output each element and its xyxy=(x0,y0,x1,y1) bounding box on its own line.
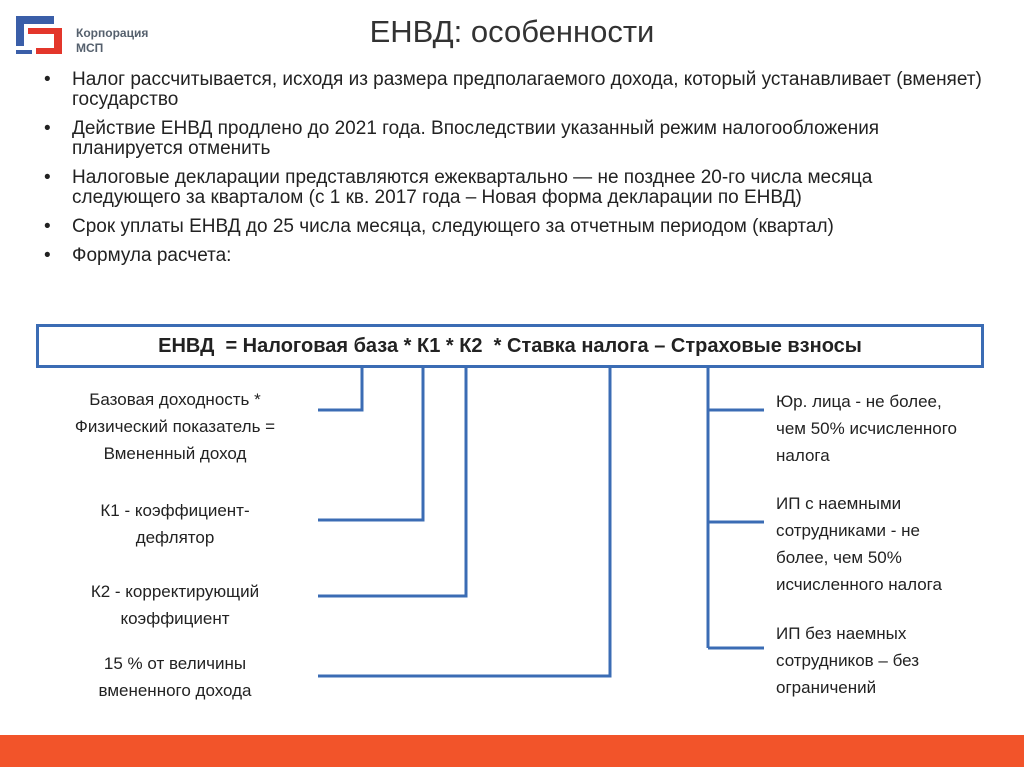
label-legal-entities: Юр. лица - не более, чем 50% исчисленного налога xyxy=(776,392,958,465)
connector-rate xyxy=(318,368,610,676)
logo-line-2: МСП xyxy=(76,41,104,55)
label-k2: К2 - корректирующий коэффициент xyxy=(90,582,260,628)
formula-text: ЕНВД = Налоговая база * К1 * К2 * Ставка налога – Страховые взносы xyxy=(158,334,862,357)
slide-title: ЕНВД: особенности xyxy=(369,14,655,49)
bullet-item: • Срок уплаты ЕНВД до 25 числа месяца, следующего за отчетным периодом (квартал) xyxy=(44,217,984,237)
label-k1: К1 - коэффициент- дефлятор xyxy=(100,501,250,547)
connector-base xyxy=(318,368,362,410)
label-ip-without-employees: ИП без наемных сотрудников – без ограничений xyxy=(776,624,919,697)
bullet-item: • Действие ЕНВД продлено до 2021 года. Впоследствии указанный режим налогообложения планируется отменить xyxy=(44,119,984,159)
label-tax-rate: 15 % от величины вмененного дохода xyxy=(98,654,252,700)
bullet-item: • Формула расчета: xyxy=(44,246,984,266)
connector-k2 xyxy=(318,368,466,596)
label-base-income: Базовая доходность * Физический показатель = Вмененный доход xyxy=(74,390,276,463)
bullet-item: • Налоговые декларации представляются ежеквартально — не позднее 20-го числа месяца следующего за кварталом (с 1 кв. 2017 года – Новая форма декларации по ЕНВД) xyxy=(44,168,984,208)
bullet-item: • Налог рассчитывается, исходя из размера предполагаемого дохода, который устанавливает (вменяет) государство xyxy=(44,70,984,110)
logo-line-1: Корпорация xyxy=(76,26,149,40)
connector-k1 xyxy=(318,368,423,520)
footer-bar xyxy=(0,735,1024,767)
label-ip-with-employees: ИП с наемными сотрудниками - не более, чем 50% исчисленного налога xyxy=(776,494,942,594)
